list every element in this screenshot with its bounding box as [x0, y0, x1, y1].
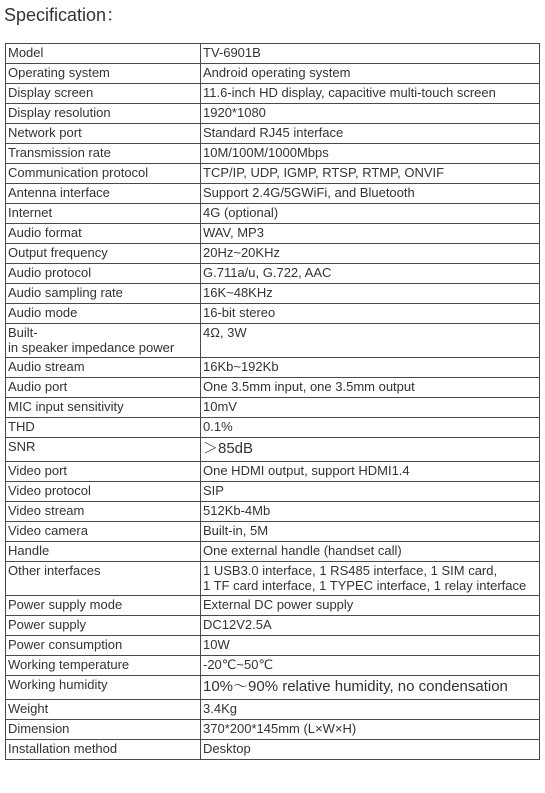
spec-value [201, 224, 540, 244]
spec-value-text: TV-6901B [203, 45, 261, 60]
spec-label-text: Output frequency [8, 245, 108, 260]
spec-label-text: Audio mode [8, 305, 78, 320]
spec-value-text: 1920*1080 [203, 105, 266, 120]
spec-label [6, 596, 201, 616]
spec-label [6, 284, 201, 304]
table-row [6, 562, 540, 596]
spec-value-text: 370*200*145mm (L×W×H) [203, 721, 357, 736]
table-row [6, 164, 540, 184]
table-row [6, 64, 540, 84]
spec-value [201, 616, 540, 636]
spec-label [6, 502, 201, 522]
spec-value-text: Support 2.4G/5GWiFi, and Bluetooth [203, 185, 415, 200]
spec-value [201, 562, 540, 596]
spec-value-text: 4Ω, 3W [203, 325, 247, 340]
spec-value [201, 184, 540, 204]
table-row [6, 358, 540, 378]
spec-label-text: Operating system [8, 65, 110, 80]
spec-label [6, 700, 201, 720]
spec-value [201, 502, 540, 522]
spec-value [201, 164, 540, 184]
spec-label-text: Display resolution [8, 105, 111, 120]
spec-label [6, 720, 201, 740]
table-row [6, 596, 540, 616]
table-row [6, 522, 540, 542]
spec-label-text: Power supply [8, 617, 87, 632]
spec-label-text: Model [8, 45, 44, 60]
spec-label-text: Antenna interface [8, 185, 110, 200]
spec-value [201, 204, 540, 224]
table-row [6, 44, 540, 64]
spec-value [201, 124, 540, 144]
spec-value-text: Android operating system [203, 65, 351, 80]
table-row [6, 224, 540, 244]
spec-value [201, 740, 540, 760]
spec-label [6, 482, 201, 502]
spec-value [201, 522, 540, 542]
spec-label-text: Weight [8, 701, 49, 716]
spec-label-text: Internet [8, 205, 53, 220]
spec-label-text: Video port [8, 463, 68, 478]
spec-value-text: 3.4Kg [203, 701, 237, 716]
spec-value [201, 462, 540, 482]
table-row [6, 398, 540, 418]
spec-value-text: 10mV [203, 399, 237, 414]
spec-label-text: Installation method [8, 741, 118, 756]
spec-value [201, 104, 540, 124]
spec-value [201, 144, 540, 164]
spec-value-text: External DC power supply [203, 597, 354, 612]
page-title: Specification： [4, 5, 125, 25]
spec-label [6, 616, 201, 636]
table-row [6, 184, 540, 204]
spec-label-text: MIC input sensitivity [8, 399, 124, 414]
table-row [6, 720, 540, 740]
spec-label-text: Built- [8, 325, 38, 340]
spec-label-text: Audio protocol [8, 265, 92, 280]
spec-value [201, 44, 540, 64]
spec-value-text: 512Kb-4Mb [203, 503, 271, 518]
spec-label-text: Working humidity [8, 677, 108, 692]
spec-label [6, 656, 201, 676]
spec-label [6, 124, 201, 144]
spec-label-text: Handle [8, 543, 50, 558]
spec-value-text: 10%～90% relative humidity, no condensation [203, 678, 508, 695]
spec-label [6, 264, 201, 284]
table-row [6, 438, 540, 462]
specification-table [5, 43, 540, 760]
spec-label-text: Transmission rate [8, 145, 111, 160]
spec-label-text: Working temperature [8, 657, 130, 672]
spec-label [6, 562, 201, 596]
table-row [6, 502, 540, 522]
table-row [6, 304, 540, 324]
spec-value [201, 482, 540, 502]
specification-table-body [6, 44, 540, 760]
spec-label-text: Communication protocol [8, 165, 149, 180]
spec-value-text: Built-in, 5M [203, 523, 269, 538]
spec-label-text: Network port [8, 125, 82, 140]
spec-value [201, 84, 540, 104]
spec-label-text: Audio sampling rate [8, 285, 123, 300]
spec-value-text: -20℃~50℃ [203, 657, 274, 672]
spec-label [6, 676, 201, 700]
spec-label-text: Power consumption [8, 637, 123, 652]
spec-value-text: TCP/IP, UDP, IGMP, RTSP, RTMP, ONVIF [203, 165, 445, 180]
table-row [6, 482, 540, 502]
table-row [6, 378, 540, 398]
table-row [6, 542, 540, 562]
table-row [6, 124, 540, 144]
spec-label-text: Power supply mode [8, 597, 123, 612]
spec-label [6, 358, 201, 378]
spec-label [6, 398, 201, 418]
spec-label-text: SNR [8, 439, 36, 454]
spec-value-text: 20Hz~20KHz [203, 245, 280, 260]
table-row [6, 616, 540, 636]
spec-value [201, 676, 540, 700]
spec-value [201, 304, 540, 324]
spec-label [6, 462, 201, 482]
spec-value-text: DC12V2.5A [203, 617, 272, 632]
table-row [6, 144, 540, 164]
spec-value-text: ＞85dB [203, 440, 254, 457]
spec-label-text: Other interfaces [8, 563, 101, 578]
spec-value-text: 1 TF card interface, 1 TYPEC interface, 1 relay interface [203, 578, 527, 593]
spec-value [201, 596, 540, 616]
spec-value [201, 284, 540, 304]
spec-label [6, 324, 201, 358]
spec-value [201, 636, 540, 656]
spec-value [201, 358, 540, 378]
spec-value-text: 4G (optional) [203, 205, 279, 220]
table-row [6, 104, 540, 124]
spec-label-text: Video stream [8, 503, 85, 518]
spec-value [201, 378, 540, 398]
spec-label [6, 144, 201, 164]
spec-value-text: SIP [203, 483, 224, 498]
spec-value-text: One HDMI output, support HDMI1.4 [203, 463, 410, 478]
table-row [6, 656, 540, 676]
table-row [6, 84, 540, 104]
spec-value-text: 16Kb~192Kb [203, 359, 279, 374]
spec-value-text: One external handle (handset call) [203, 543, 402, 558]
spec-label [6, 522, 201, 542]
spec-label [6, 740, 201, 760]
table-row [6, 462, 540, 482]
spec-value [201, 542, 540, 562]
spec-value-text: One 3.5mm input, one 3.5mm output [203, 379, 415, 394]
table-row [6, 244, 540, 264]
spec-value [201, 700, 540, 720]
table-row [6, 264, 540, 284]
table-row [6, 284, 540, 304]
spec-label [6, 304, 201, 324]
spec-value [201, 324, 540, 358]
spec-value-text: 1 USB3.0 interface, 1 RS485 interface, 1 SIM card, [203, 563, 498, 578]
spec-value-text: G.711a/u, G.722, AAC [203, 265, 332, 280]
spec-label [6, 204, 201, 224]
spec-label [6, 44, 201, 64]
spec-value [201, 244, 540, 264]
spec-label [6, 418, 201, 438]
spec-label [6, 636, 201, 656]
spec-value [201, 418, 540, 438]
spec-label [6, 542, 201, 562]
table-row [6, 676, 540, 700]
spec-value [201, 438, 540, 462]
spec-value [201, 656, 540, 676]
spec-label-text: Audio format [8, 225, 82, 240]
spec-value [201, 264, 540, 284]
spec-value-text: 11.6-inch HD display, capacitive multi-touch screen [203, 85, 496, 100]
spec-label-text: in speaker impedance power [8, 340, 175, 355]
spec-label-text: THD [8, 419, 35, 434]
table-row [6, 636, 540, 656]
spec-label [6, 378, 201, 398]
spec-label [6, 224, 201, 244]
table-row [6, 740, 540, 760]
spec-label-text: Audio port [8, 379, 68, 394]
spec-label [6, 184, 201, 204]
spec-value-text: Standard RJ45 interface [203, 125, 344, 140]
spec-label-text: Video camera [8, 523, 88, 538]
spec-value-text: 10M/100M/1000Mbps [203, 145, 329, 160]
spec-label-text: Video protocol [8, 483, 91, 498]
spec-value [201, 398, 540, 418]
table-row [6, 700, 540, 720]
spec-value-text: 16K~48KHz [203, 285, 273, 300]
table-row [6, 418, 540, 438]
spec-label-text: Dimension [8, 721, 70, 736]
table-row [6, 204, 540, 224]
spec-label [6, 64, 201, 84]
table-row [6, 324, 540, 358]
spec-label [6, 164, 201, 184]
spec-value-text: Desktop [203, 741, 251, 756]
spec-label [6, 84, 201, 104]
spec-label-text: Audio stream [8, 359, 85, 374]
spec-label [6, 244, 201, 264]
spec-value-text: WAV, MP3 [203, 225, 264, 240]
spec-label [6, 104, 201, 124]
spec-value [201, 720, 540, 740]
spec-label-text: Display screen [8, 85, 94, 100]
spec-value-text: 0.1% [203, 419, 233, 434]
spec-value [201, 64, 540, 84]
spec-value-text: 16-bit stereo [203, 305, 276, 320]
spec-value-text: 10W [203, 637, 230, 652]
spec-label [6, 438, 201, 462]
